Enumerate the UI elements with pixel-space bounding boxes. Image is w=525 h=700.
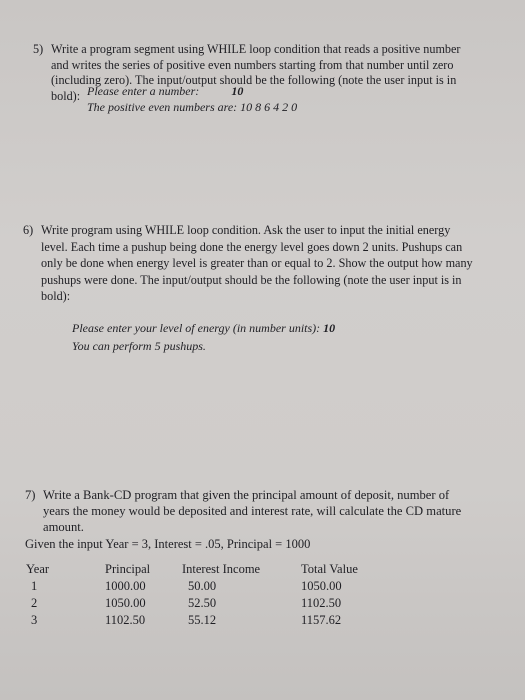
- table-row: [26, 595, 358, 612]
- cd-col-header-principal: Principal: [105, 562, 151, 576]
- cd-cell-principal: 1000.00: [105, 579, 146, 593]
- question-6-io: [72, 319, 335, 355]
- question-7-number: 7): [25, 488, 36, 502]
- cd-cell-year: 3: [31, 613, 38, 627]
- question-5-text: Write a program segment using WHILE loop condition that reads a positive number and writes the series of positive even numbers starting from that number until zero (including zero). The input/output should be the following (note the user input is in bold):: [51, 42, 461, 103]
- cd-table: [26, 561, 358, 629]
- cd-cell-principal: 1102.50: [105, 613, 146, 627]
- table-row: [26, 578, 358, 595]
- cd-cell-year: 1: [31, 579, 38, 593]
- cd-cell-interest: 50.00: [188, 579, 217, 593]
- cd-cell-interest: 52.50: [188, 596, 217, 610]
- question-5-output: The positive even numbers are: 10 8 6 4 2 0: [87, 100, 298, 114]
- question-7-given: Given the input Year = 3, Interest = .05, Principal = 1000: [25, 537, 311, 551]
- question-7: [25, 487, 475, 535]
- question-6-prompt-line: [72, 319, 335, 337]
- question-6-number: 6): [23, 223, 34, 237]
- question-6-input: 10: [323, 321, 336, 335]
- question-6-prompt: Please enter your level of energy (in number units):: [72, 321, 321, 335]
- cd-table-header-row: [26, 561, 358, 578]
- cd-cell-interest: 55.12: [188, 613, 217, 627]
- cd-cell-total: 1050.00: [301, 579, 342, 593]
- question-5-prompt: Please enter a number:: [87, 84, 200, 98]
- question-6-output: You can perform 5 pushups.: [72, 339, 206, 353]
- cd-cell-principal: 1050.00: [105, 596, 146, 610]
- cd-col-header-total: Total Value: [301, 562, 358, 576]
- question-5-input: 10: [231, 84, 244, 98]
- question-5-number: 5): [33, 42, 44, 56]
- cd-cell-total: 1157.62: [301, 613, 342, 627]
- table-row: [26, 612, 358, 629]
- question-5-prompt-line: [87, 83, 297, 99]
- cd-cell-total: 1102.50: [301, 596, 342, 610]
- cd-cell-year: 2: [31, 596, 38, 610]
- question-7-text: Write a Bank-CD program that given the principal amount of deposit, number of years the money would be deposited and interest rate, will calculate the CD mature amount.: [43, 488, 462, 534]
- question-5-io: [87, 83, 297, 115]
- cd-col-header-year: Year: [26, 562, 50, 576]
- question-6-text: Write program using WHILE loop condition. Ask the user to input the initial energy level. Each time a pushup being done the energy level goes down 2 units. Pushups can only be done when energy level is greater than or equal to 2. Show the output how many pushups were done. The input/output should be the following (note the user input is in bold):: [41, 223, 473, 303]
- cd-col-header-interest: Interest Income: [182, 562, 261, 576]
- question-6: [23, 222, 475, 305]
